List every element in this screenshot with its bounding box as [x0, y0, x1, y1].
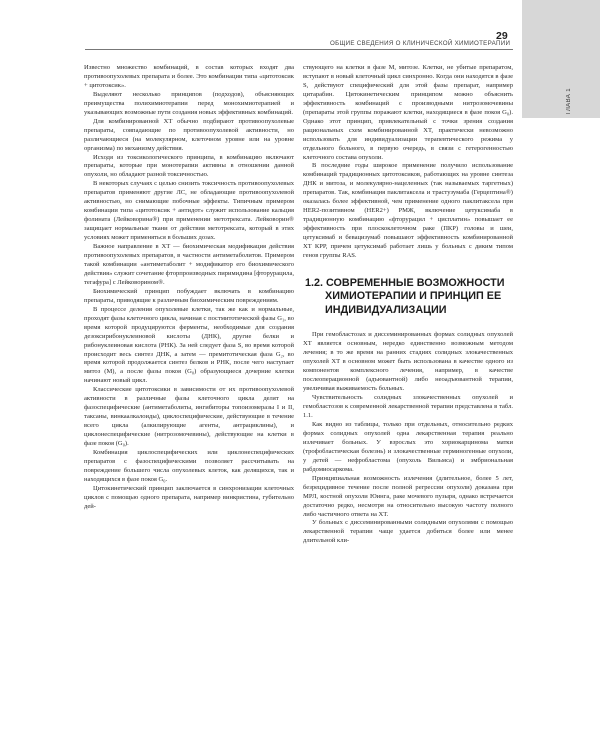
- paragraph: Как видно из таблицы, только при отдельных, относительно редких формах солидных опухолей одна лекарственная терапия реально излечивает больных. У взрослых это хориокарцинома матки (трофобластическая болезнь) и злокачественные герминогенные опухоли, у детей — нефробластома (опухоль Вильмса) и эмбриональная рабдомиосаркома.: [303, 421, 513, 473]
- section-heading: [303, 277, 513, 318]
- paragraph: Принципиальная возможность излечения (длительное, более 5 лет, безрецидивное течение после полной регрессии опухоли) доказана при МРЛ, костной опухоли Юинга, раке мочевого пузыря, однако встречается достаточно редко, несмотря на относительно высокую частоту полного либо частичного ответа на ХТ.: [303, 474, 513, 518]
- section-heading-line: 1.2. СОВРЕМЕННЫЕ ВОЗМОЖНОСТИ: [305, 276, 505, 289]
- left-column: [84, 64, 294, 512]
- section-heading-line: ХИМИОТЕРАПИИ И ПРИНЦИП ЕЕ: [325, 290, 502, 303]
- paragraph: Исходя из токсикологического принципа, в комбинацию включают препараты, которые при монотерапии активны в отношении данной опухоли, но обладают разной токсичностью.: [84, 153, 294, 179]
- header-rule: [85, 49, 513, 50]
- running-header-title: ОБЩИЕ СВЕДЕНИЯ О КЛИНИЧЕСКОЙ ХИМИОТЕРАПИИ: [330, 40, 511, 47]
- paragraph: Важное направление в ХТ — биохимическая модификация действия противоопухолевых препаратов, в частности антиметаболитов. Примером такой комбинации «антиметаболит + модификатор его биохимического действия» служит сочетание фторпроизводных пиримидина [фторурацила, тегафура] с Лейковорином®.: [84, 243, 294, 286]
- chapter-side-tab: [522, 0, 600, 118]
- paragraph: В процессе деления опухолевые клетки, так же как и нормальные, проходят фазы клеточного цикла, начиная с постмитотической фазы G₁, во время которой продуцируются ферменты, необходимые для создания дезоксирибонуклеиновой кислоты (ДНК), другие белки и рибонуклеиновая кислота (РНК). За ней следует фаза S, во время которой происходит весь синтез ДНК, а затем — премитотическая фаза G₂, во время которой продолжается синтез белков и РНК, после чего наступает митоз (М), а после фазы покоя (G₀) образующиеся дочерние клетки начинают новый цикл.: [84, 305, 294, 385]
- paragraph: Классические цитотоксики в зависимости от их противоопухолевой активности в различные фазы клеточного цикла делят на фазоспецифические (антиметаболиты, ингибиторы топоизомеразы I и II, таксаны, винкаалкалоиды), циклоспецифические, действующие в течение всего цикла (алкилирующие агенты, антрациклины), и циклонеспецифические (нитрозомочевины), действующие на клетки в фазе покоя (G₀).: [84, 386, 294, 448]
- paragraph: В некоторых случаях с целью снизить токсичность противоопухолевых препаратов применяют другие ЛС, не обладающие противоопухолевой активностью, но снимающие побочные эффекты. Типичным примером комбинации типа «цитотоксик + антидот» служит использование кальция фолината (Лейковорина®) при применении метотрексата. Лейковорин® защищает нормальные ткани от действия метотрексата, который в этих условиях может применяться в больших дозах.: [84, 180, 294, 242]
- paragraph: При гемобластозах и диссеминированных формах солидных опухолей ХТ является основным, нередко единственно возможным методом лечения; в то же время на ранних стадиях солидных злокачественных опухолей ХТ в основном может быть использована в качестве одного из компонентов комплексного лечения, например, в качестве послеоперационной (адъювантной) либо неоадъювантной терапии, увеличивая выживаемость больных.: [303, 331, 513, 393]
- paragraph: Цитокинетический принцип заключается в синхронизации клеточных циклов с помощью одного препарата, например винкристина, губительно дей-: [84, 484, 294, 510]
- paragraph: Комбинация циклоспецифических или циклонеспецифических препаратов с фазоспецифическими позволяет рассчитывать на повреждение большего числа опухолевых клеток, как делящихся, так и находящихся в фазе покоя G₀.: [84, 448, 294, 483]
- paragraph: Биохимический принцип побуждает включать в комбинацию препараты, приводящие к различным биохимическим повреждениям.: [84, 287, 294, 304]
- paragraph: Выделяют несколько принципов (подходов), объясняющих преимущества полихимиотерапии перед монохимиотерапией и указывающих возможные пути создания новых эффективных комбинаций.: [84, 90, 294, 116]
- paragraph: В последние годы широкое применение получило использование комбинаций традиционных цитотоксиков, работающих на уровне синтеза ДНК и митоза, и молекулярно-нацеленных (так называемых таргетных) препаратов. Так, комбинация паклитаксела и трастузумаба (Герцептина®) оказалась более эффективной, чем применение одного паклитаксела при HER2-позитивном (HER2+) РМЖ, включение цетуксимаба в традиционную комбинацию «фторурацил + цисплатин» повышает ее эффективность при плоскоклеточном раке (ПКР) головы и шеи, цетуксимаб и бевацизумаб повышают эффективность комбинированной ХТ КРР, причем цетуксимаб работает лишь у больных с диким типом генов группы RAS.: [303, 162, 513, 260]
- paragraph: У больных с диссеминированными солидными опухолями с помощью лекарственной терапии чаще удается добиться более или менее длительной кли-: [303, 519, 513, 545]
- paragraph: Известно множество комбинаций, в состав которых входят два противоопухолевых препарата и более. Это комбинации типа «цитотоксик + цитотоксик».: [84, 64, 294, 89]
- paragraph: ствующего на клетки в фазе М, митозе. Клетки, не убитые препаратом, вступают в новый клеточный цикл синхронно. Когда они находятся в фазе S, действуют специфический для этой фазы препарат, например цитарабин. Цитокинетическим принципом можно объяснить эффективность комбинаций с производными нитрозомочевины (препараты этой группы поражают клетки, находящиеся в фазе покоя G₀). Однако этот принцип, привлекательный с точки зрения создания рациональных схем комбинированной ХТ, практически невозможно использовать для индивидуализации терапевтического режима у отдельного больного, в первую очередь, в связи с гетерогенностью клеточного состава опухоли.: [303, 64, 513, 161]
- right-column: [303, 64, 513, 546]
- section-heading-line: ИНДИВИДУАЛИЗАЦИИ: [325, 303, 447, 316]
- paragraph: Для комбинированной ХТ обычно подбирают противоопухолевые препараты, совпадающие по противоопухолевой активности, но различающиеся (на молекулярном, клеточном уровне или на уровне организма) по механизму действия.: [84, 117, 294, 152]
- page-number: 29: [496, 30, 508, 42]
- chapter-side-tab-label: ГЛАВА 1: [566, 88, 572, 115]
- paragraph: Чувствительность солидных злокачественных опухолей и гемобластозов к современной лекарственной терапии представлена в табл. 1.1.: [303, 394, 513, 420]
